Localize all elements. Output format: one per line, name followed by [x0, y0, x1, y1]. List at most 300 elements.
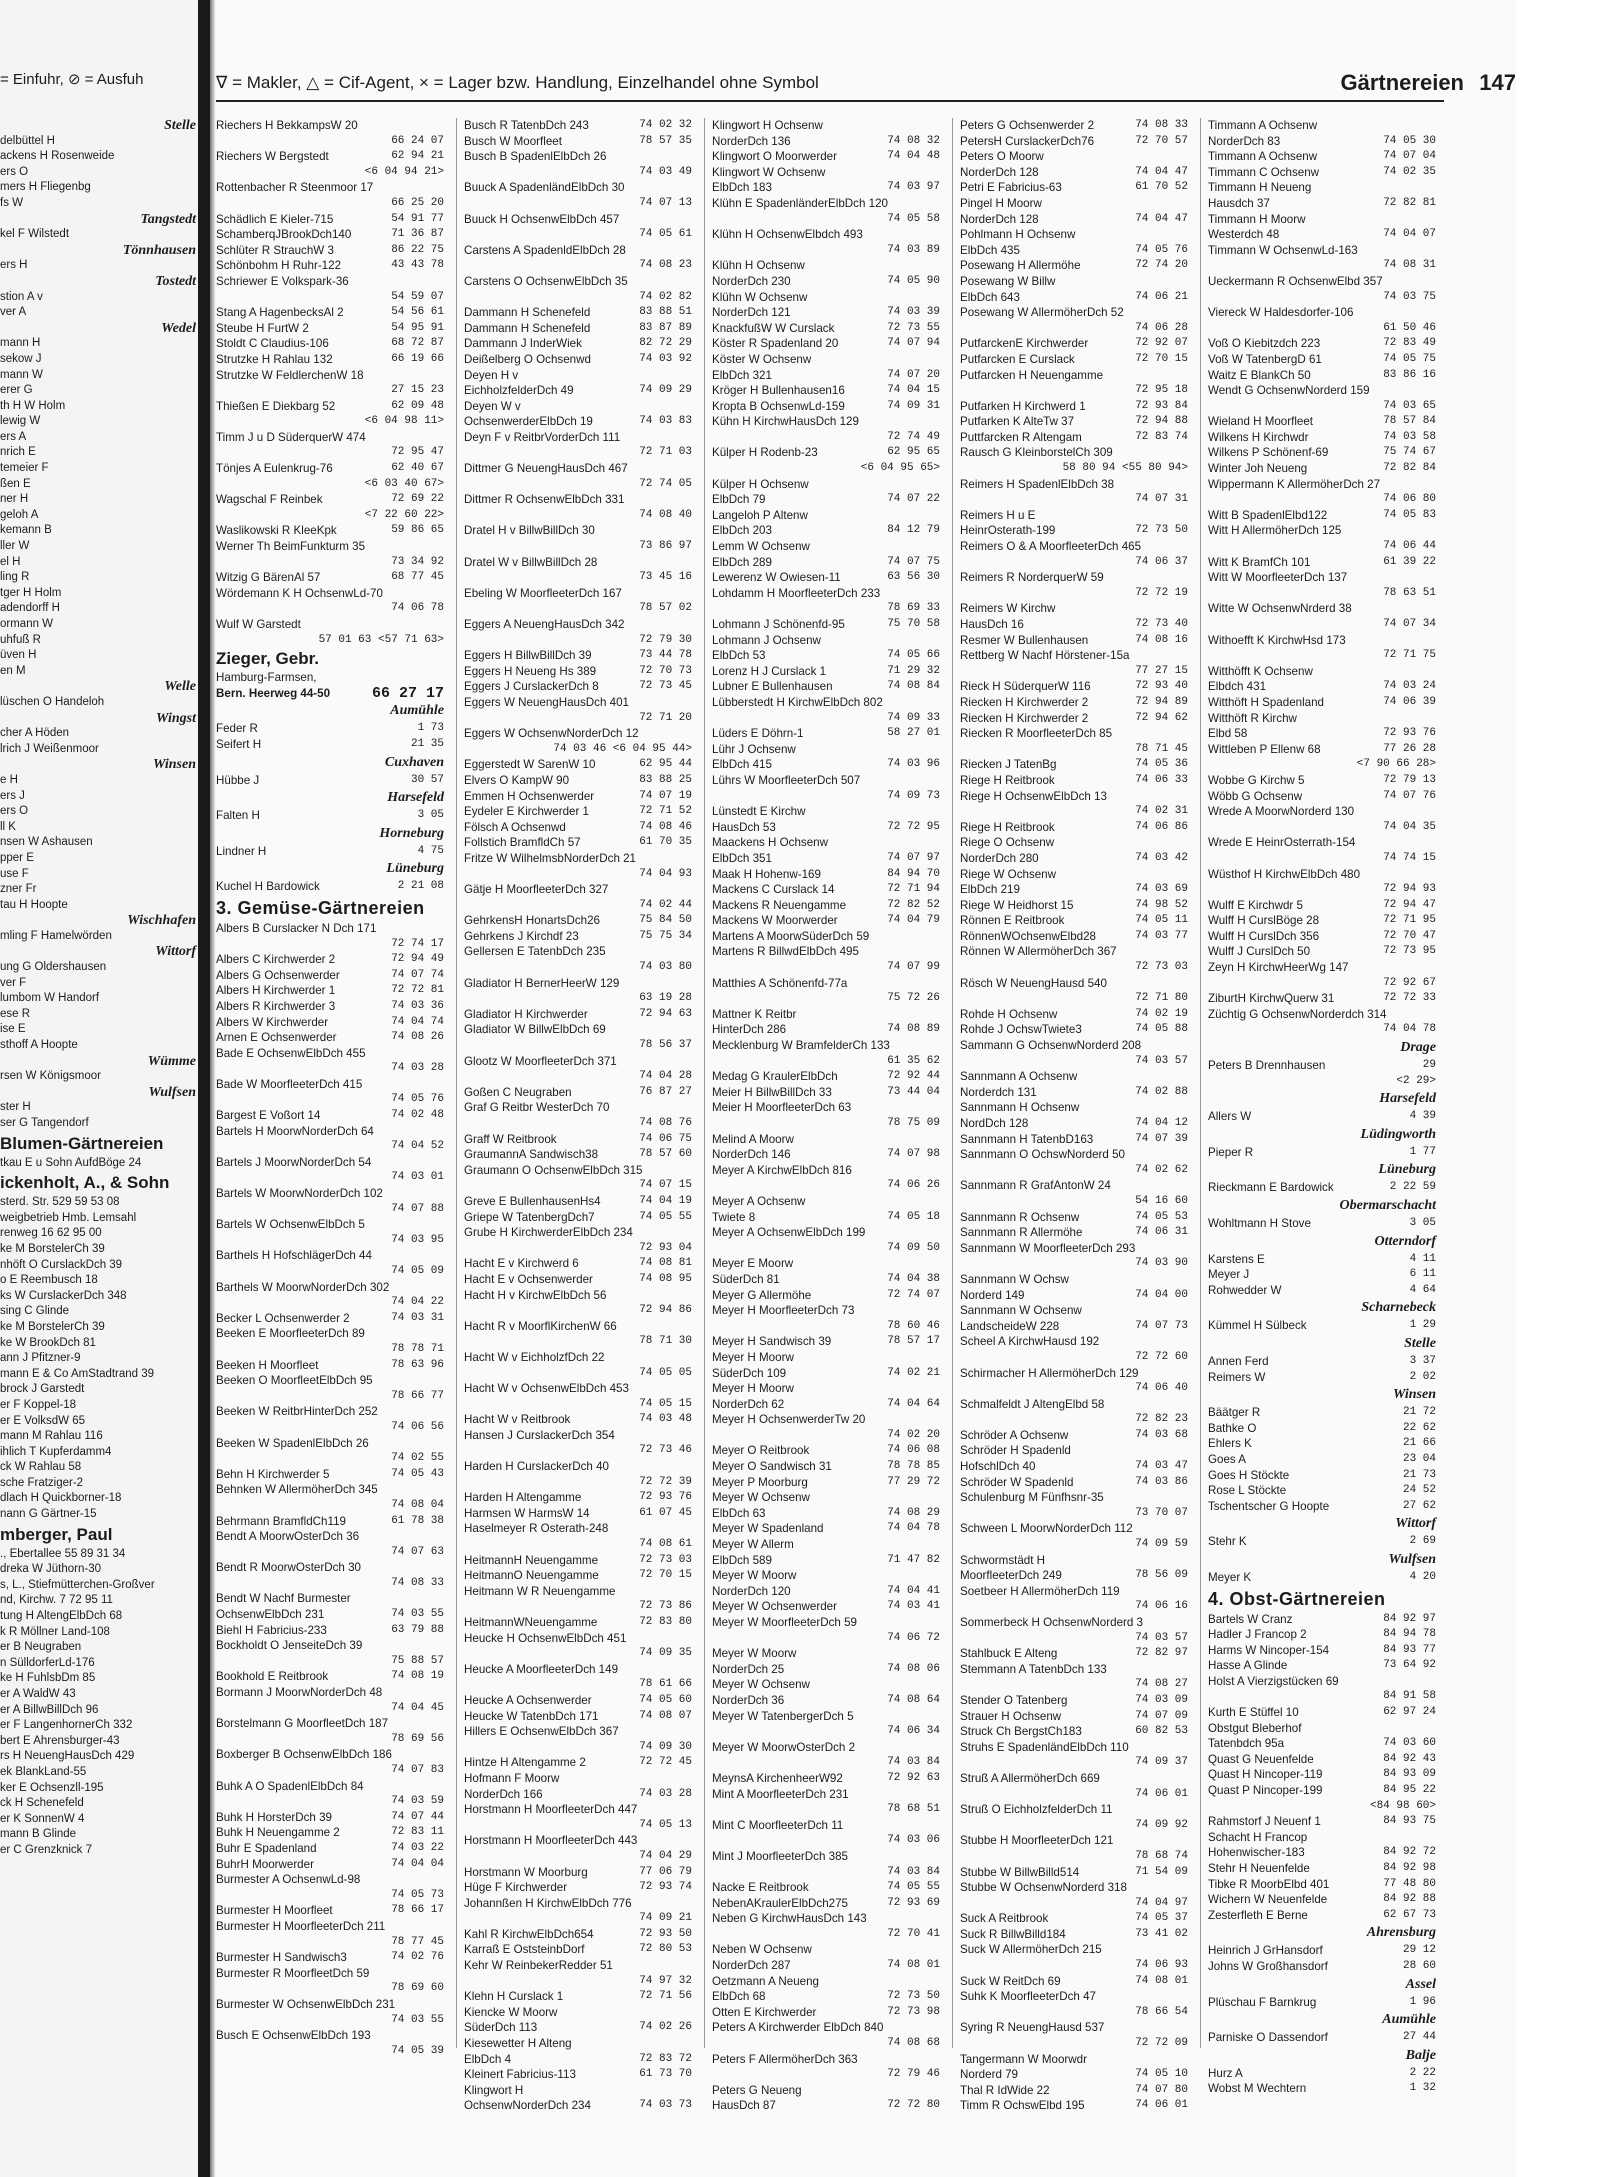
entry-name: Tschentscher G Hoopte: [1208, 1499, 1330, 1513]
entry-name: Lindner H: [216, 844, 267, 858]
directory-entry: [712, 1334, 944, 1350]
directory-entry: [216, 1716, 448, 1732]
telephone-number: 74 03 57: [1135, 1054, 1188, 1067]
telephone-number: 72 71 56: [639, 1990, 692, 2003]
telephone-number: 73 70 07: [1135, 1506, 1188, 1519]
telephone-number: 74 03 96: [887, 758, 940, 771]
entry-name: Meyer H Moorw: [712, 1350, 794, 1364]
directory-entry: [464, 679, 696, 695]
telephone-number: 74 05 05: [639, 1366, 692, 1379]
telephone-number: 54 16 60: [1135, 1194, 1188, 1207]
entry-name: Hasse A Glinde: [1208, 1659, 1288, 1673]
directory-entry: [216, 383, 448, 399]
entry-name: Timmann C Ochsenw: [1208, 165, 1320, 179]
directory-entry: [960, 477, 1192, 493]
telephone-number: 74 07 63: [391, 1545, 444, 1558]
directory-entry: [464, 1927, 696, 1943]
directory-entry: [1208, 1799, 1440, 1815]
directory-entry: [464, 290, 696, 306]
entry-name: ElbDch 351: [712, 851, 772, 865]
telephone-number: 72 71 75: [1383, 649, 1436, 662]
telephone-number: 78 71 30: [639, 1335, 692, 1348]
telephone-number: 78 63 96: [391, 1358, 444, 1371]
entry-name: Kuchel H Bardowick: [216, 880, 320, 894]
directory-entry: [1208, 1752, 1440, 1768]
directory-entry: [1208, 1877, 1440, 1893]
directory-entry: [216, 1248, 448, 1264]
directory-entry: [1208, 1627, 1440, 1643]
directory-entry: [464, 1194, 696, 1210]
entry-name: Meyer W Allerm: [712, 1538, 794, 1552]
telephone-number: 72 94 63: [639, 1007, 692, 1020]
directory-entry: [712, 960, 944, 976]
directory-entry: en M: [0, 664, 26, 677]
entry-name: Twiete 8: [712, 1210, 756, 1224]
entry-name: Stehr H Neuenfelde: [1208, 1862, 1310, 1875]
entry-name: Busch R TatenbDch 243: [464, 119, 589, 132]
directory-entry: [216, 1139, 448, 1155]
directory-entry: nsen W Ashausen: [0, 836, 93, 849]
directory-entry: [216, 1638, 448, 1654]
directory-entry: [464, 1646, 696, 1662]
telephone-number: 74 02 76: [391, 1951, 444, 1964]
directory-page: [216, 0, 1516, 2177]
directory-entry: [464, 601, 696, 617]
directory-entry: [712, 1615, 944, 1631]
entry-name: Burmester H MoorfleeterDch 211: [216, 1919, 386, 1933]
directory-entry: [960, 835, 1192, 851]
place-heading: Lüdingworth: [1360, 1126, 1436, 1142]
directory-entry: o E Reembusch 18: [0, 1274, 98, 1287]
directory-entry: [216, 1108, 448, 1124]
telephone-number: 74 03 42: [1135, 851, 1188, 864]
entry-name: Peters A Kirchwerder ElbDch 840: [712, 2021, 884, 2035]
directory-entry: [1208, 1370, 1440, 1386]
entry-name: Witt B SpadenlElbd122: [1208, 508, 1328, 522]
entry-name: Witt K BramfCh 101: [1208, 555, 1311, 569]
directory-entry: [960, 445, 1192, 461]
directory-entry: [464, 414, 696, 430]
place-heading: Tangstedt: [140, 211, 196, 227]
entry-name: Meyer G Allermöhe: [712, 1288, 812, 1302]
directory-entry: [1208, 789, 1440, 805]
directory-entry: [960, 1412, 1192, 1428]
directory-entry: [960, 414, 1192, 430]
telephone-number: 75 88 57: [391, 1654, 444, 1667]
directory-entry: [1208, 1145, 1440, 1161]
directory-entry: [960, 1397, 1192, 1413]
directory-entry: [216, 539, 448, 555]
directory-entry: [216, 1280, 448, 1296]
entry-name: HinterDch 286: [712, 1023, 787, 1037]
entry-name: Klingwort H Ochsenw: [712, 119, 823, 132]
directory-entry: [464, 2098, 696, 2114]
directory-entry: [960, 2067, 1192, 2083]
directory-entry: [464, 477, 696, 493]
telephone-number: <6 04 95 65>: [860, 462, 940, 475]
entry-name: Quast G Neuenfelde: [1208, 1752, 1314, 1766]
telephone-number: 74 09 31: [887, 399, 940, 412]
directory-entry: e H: [0, 773, 18, 786]
entry-name: HeinrOsterath-199: [960, 524, 1056, 538]
telephone-number: 74 03 77: [1135, 929, 1188, 942]
telephone-number: 72 92 44: [887, 1070, 940, 1083]
entry-name: Züchtig G OchsenwNorderdch 314: [1208, 1007, 1387, 1021]
directory-entry: [712, 1771, 944, 1787]
telephone-number: 74 07 73: [1135, 1319, 1188, 1332]
telephone-number: 30 57: [410, 773, 444, 786]
telephone-number: 74 07 13: [639, 196, 692, 209]
directory-entry: [712, 258, 944, 274]
telephone-number: 75 75 34: [639, 929, 692, 942]
entry-name: Burmester A OchsenwLd-98: [216, 1873, 361, 1887]
entry-name: Riege O Ochsenw: [960, 836, 1055, 850]
directory-entry: [960, 1381, 1192, 1397]
telephone-number: 62 40 67: [391, 462, 444, 475]
entry-name: Stang A HagenbecksAl 2: [216, 306, 344, 320]
directory-entry: [1208, 1892, 1440, 1908]
directory-entry: ers J: [0, 789, 25, 802]
place-heading: Wulfsen: [1388, 1551, 1436, 1567]
entry-name: Meyer W MoorwOsterDch 2: [712, 1740, 856, 1754]
directory-entry: mann W: [0, 368, 43, 381]
directory-entry: [464, 726, 696, 742]
entry-name: NorderDch 36: [712, 1693, 785, 1707]
column-divider: [704, 118, 705, 2048]
entry-name: Melind A Moorw: [712, 1132, 794, 1146]
directory-entry: [1208, 1007, 1440, 1023]
telephone-number: 72 82 81: [1383, 196, 1436, 209]
entry-name: Bendt A MoorwOsterDch 36: [216, 1530, 360, 1544]
directory-entry: [464, 1350, 696, 1366]
directory-entry: [960, 1475, 1192, 1491]
telephone-number: 73 45 16: [639, 571, 692, 584]
telephone-number: 78 57 35: [639, 134, 692, 147]
entry-name: Strutzke H Rahlau 132: [216, 352, 333, 366]
telephone-number: 74 03 95: [391, 1233, 444, 1246]
telephone-number: 78 69 56: [391, 1732, 444, 1745]
entry-name: EichholzfelderDch 49: [464, 384, 574, 398]
directory-entry: [216, 1623, 448, 1639]
directory-entry: [1208, 290, 1440, 306]
directory-entry: [216, 1701, 448, 1717]
section-title: Gärtnereien: [1340, 70, 1464, 95]
entry-name: Schacht H Francop: [1208, 1830, 1308, 1844]
place-heading: Wulfsen: [148, 1084, 196, 1100]
directory-entry: [1208, 414, 1440, 430]
telephone-number: 74 07 88: [391, 1202, 444, 1215]
entry-name: Eggerstedt W SarenW 10: [464, 758, 596, 772]
directory-entry: [712, 165, 944, 181]
telephone-number: <7 22 60 22>: [364, 508, 444, 521]
directory-entry: [464, 867, 696, 883]
directory-entry: [1208, 227, 1440, 243]
directory-entry: [464, 1709, 696, 1725]
directory-entry: [464, 134, 696, 150]
directory-entry: [1208, 321, 1440, 337]
directory-entry: [464, 1241, 696, 1257]
directory-entry: ackens H Rosenweide: [0, 150, 115, 163]
telephone-number: 74 09 33: [887, 711, 940, 724]
telephone-number: 2 02: [1409, 1370, 1436, 1383]
place-heading: Lüneburg: [386, 861, 444, 877]
directory-entry: [712, 1116, 944, 1132]
directory-entry: [216, 1919, 448, 1935]
directory-entry: [216, 492, 448, 508]
directory-entry: [712, 1147, 944, 1163]
directory-entry: [960, 1490, 1192, 1506]
directory-entry: [464, 1880, 696, 1896]
telephone-number: 72 93 76: [639, 1491, 692, 1504]
directory-entry: [464, 1412, 696, 1428]
directory-entry: [960, 1350, 1192, 1366]
directory-entry: er F Koppel-18: [0, 1398, 77, 1411]
directory-entry: [960, 1163, 1192, 1179]
directory-entry: ver F: [0, 976, 27, 989]
telephone-number: 77 29 72: [887, 1475, 940, 1488]
telephone-number: 72 79 30: [639, 633, 692, 646]
entry-name: NorderDch 230: [712, 274, 791, 288]
directory-entry: [216, 212, 448, 228]
telephone-number: 62 95 44: [639, 758, 692, 771]
entry-name: Gätje H MoorfleeterDch 327: [464, 883, 609, 897]
telephone-number: 74 03 83: [639, 415, 692, 428]
directory-entry: [464, 1132, 696, 1148]
directory-entry: [712, 523, 944, 539]
directory-entry: [960, 851, 1192, 867]
entry-name: Schwormstädt H: [960, 1553, 1046, 1567]
directory-entry: [216, 1825, 448, 1841]
entry-name: Hacht H v KirchwElbDch 56: [464, 1288, 607, 1302]
directory-entry: [216, 1186, 448, 1202]
directory-entry: [464, 1787, 696, 1803]
entry-name: Nacke E Reitbrook: [712, 1881, 809, 1895]
directory-entry: [712, 305, 944, 321]
telephone-number: 60 82 53: [1135, 1725, 1188, 1738]
entry-name: ElbDch 289: [712, 555, 772, 569]
telephone-number: 74 05 30: [1383, 134, 1436, 147]
directory-entry: er K SonnenW 4: [0, 1812, 85, 1825]
entry-name: Johannßen H KirchwElbDch 776: [464, 1896, 632, 1910]
directory-entry: [464, 835, 696, 851]
directory-entry: [960, 1942, 1192, 1958]
entry-name: Bern. Heerweg 44-50: [216, 686, 331, 700]
telephone-number: 73 64 92: [1383, 1659, 1436, 1672]
entry-name: Heucke A MoorfleeterDch 149: [464, 1662, 619, 1676]
telephone-number: 75 70 58: [887, 618, 940, 630]
directory-entry: er F LangenhornerCh 332: [0, 1719, 133, 1732]
directory-entry: [960, 212, 1192, 228]
directory-entry: [1208, 1318, 1440, 1334]
telephone-number: 72 94 89: [1135, 695, 1188, 708]
directory-entry: [960, 1693, 1192, 1709]
telephone-number: 78 57 84: [1383, 415, 1436, 428]
entry-name: Riecken H Kirchwerder 2: [960, 711, 1089, 725]
entry-name: Stahlbuck E Alteng: [960, 1647, 1058, 1661]
directory-entry: [960, 867, 1192, 883]
entry-name: Eggers H BillwBillDch 39: [464, 649, 592, 663]
directory-entry: [464, 648, 696, 664]
telephone-number: 74 09 30: [639, 1740, 692, 1753]
entry-name: Mackens R Neuengamme: [712, 898, 847, 912]
entry-name: Timmann A Ochsenw: [1208, 119, 1318, 132]
directory-entry: [1208, 1109, 1440, 1125]
telephone-number: 74 04 48: [887, 150, 940, 163]
directory-entry: zner Fr: [0, 883, 37, 896]
directory-entry: [960, 804, 1192, 820]
directory-entry: [464, 445, 696, 461]
telephone-number: 72 79 13: [1383, 773, 1436, 786]
telephone-number: 78 57 02: [639, 602, 692, 615]
entry-name: Klühn W Ochsenw: [712, 290, 808, 304]
entry-name: Suck A Reitbrook: [960, 1912, 1049, 1926]
entry-name: PetersH CurslackerDch76: [960, 134, 1095, 148]
entry-name: BuhrH Moorwerder: [216, 1857, 314, 1871]
telephone-number: 74 04 19: [639, 1194, 692, 1207]
telephone-number: 74 05 09: [391, 1265, 444, 1277]
entry-name: Witthöft H Spadenland: [1208, 695, 1325, 709]
directory-entry: [712, 991, 944, 1007]
directory-entry: [1208, 695, 1440, 711]
telephone-number: 72 73 50: [887, 1990, 940, 2003]
entry-name: Hüge F Kirchwerder: [464, 1881, 568, 1895]
directory-entry: [712, 913, 944, 929]
entry-name: ElbDch 4: [464, 2052, 512, 2066]
directory-entry: [1208, 1436, 1440, 1452]
telephone-number: 1 73: [417, 722, 444, 735]
entry-name: Buhk A O SpadenlElbDch 84: [216, 1779, 364, 1793]
telephone-number: 74 03 86: [1135, 1475, 1188, 1488]
entry-name: Ueckermann R OchsenwElbd 357: [1208, 274, 1383, 288]
directory-entry: [712, 368, 944, 384]
entry-name: Sannmann A Ochsenw: [960, 1070, 1078, 1084]
directory-entry: kemann B: [0, 524, 52, 537]
entry-name: Johns W Großhansdorf: [1208, 1959, 1328, 1973]
telephone-number: 72 73 46: [639, 1444, 692, 1457]
directory-entry: ver A: [0, 306, 27, 319]
directory-entry: [960, 180, 1192, 196]
directory-entry: [712, 1849, 944, 1865]
entry-name: Riecken H Kirchwerder 2: [960, 695, 1089, 709]
entry-name: Meyer A Ochsenw: [712, 1194, 806, 1208]
directory-entry: [960, 1771, 1192, 1787]
entry-name: Stoldt C Claudius-106: [216, 337, 329, 351]
directory-entry: [1208, 368, 1440, 384]
directory-entry: [960, 1459, 1192, 1475]
directory-entry: [216, 952, 448, 968]
telephone-number: 74 05 90: [887, 274, 940, 287]
telephone-number: 71 29 32: [887, 664, 940, 677]
telephone-number: 72 93 69: [887, 1896, 940, 1909]
directory-entry: [464, 1755, 696, 1771]
directory-entry: [712, 882, 944, 898]
directory-entry: [712, 1194, 944, 1210]
telephone-number: 74 04 28: [639, 1070, 692, 1083]
directory-entry: [464, 1210, 696, 1226]
directory-entry: [216, 1560, 448, 1576]
telephone-number: 78 57 60: [639, 1148, 692, 1161]
telephone-number: 72 94 49: [391, 953, 444, 966]
entry-name: Dittmer R OchsenwElbDch 331: [464, 493, 625, 507]
entry-name: Maackens H Ochsenw: [712, 836, 828, 850]
telephone-number: 74 07 99: [887, 961, 940, 974]
entry-name: Scheel A KirchwHausd 192: [960, 1335, 1100, 1349]
directory-entry: [960, 913, 1192, 929]
directory-entry: [712, 867, 944, 883]
telephone-number: 74 03 06: [887, 1834, 940, 1847]
telephone-number: 29: [1422, 1059, 1436, 1072]
directory-entry: ll K: [0, 820, 16, 833]
entry-name: Witt W MoorfleeterDch 137: [1208, 571, 1348, 585]
directory-entry: [464, 695, 696, 711]
directory-entry: [960, 539, 1192, 555]
directory-entry: [1208, 180, 1440, 196]
place-heading: Obermarschacht: [1339, 1198, 1436, 1213]
telephone-number: 21 72: [1402, 1406, 1436, 1419]
telephone-number: 63 79 88: [391, 1623, 444, 1636]
directory-entry: [960, 336, 1192, 352]
entry-name: NorderDch 136: [712, 134, 791, 148]
section-heading: ickenholt, A., & Sohn: [0, 1173, 170, 1193]
directory-entry: [464, 180, 696, 196]
telephone-number: 78 61 66: [639, 1678, 692, 1691]
entry-name: Timmann W OchsenwLd-163: [1208, 243, 1358, 257]
entry-name: Kehr W ReinbekerRedder 51: [464, 1959, 613, 1973]
book-spine: [198, 0, 210, 2177]
entry-name: Albers C Kirchwerder 2: [216, 953, 336, 967]
telephone-number: 74 07 44: [391, 1810, 444, 1823]
directory-entry: [960, 1521, 1192, 1537]
directory-entry: [960, 570, 1192, 586]
telephone-number: 74 06 08: [887, 1444, 940, 1457]
telephone-number: 78 56 09: [1135, 1569, 1188, 1582]
directory-entry: [712, 1927, 944, 1943]
directory-entry: [464, 2036, 696, 2052]
entry-name: Reimers R NorderquerW 59: [960, 571, 1104, 585]
telephone-number: 78 78 85: [887, 1460, 940, 1473]
entry-name: Mint J MoorfleeterDch 385: [712, 1849, 848, 1863]
telephone-number: 61 70 35: [639, 836, 692, 849]
telephone-number: 72 70 57: [1135, 134, 1188, 147]
entry-name: Beeken W SpadenlElbDch 26: [216, 1436, 369, 1450]
telephone-number: 3 05: [417, 809, 444, 822]
entry-name: Otten E Kirchwerder: [712, 2005, 817, 2019]
directory-entry: ks W CurslackerDch 348: [0, 1289, 127, 1302]
entry-name: Hacht E v Kirchwerd 6: [464, 1257, 579, 1271]
directory-entry: [960, 1428, 1192, 1444]
entry-name: Norderd 79: [960, 2068, 1019, 2082]
telephone-number: 72 70 73: [639, 664, 692, 677]
telephone-number: 58 27 01: [887, 727, 940, 740]
telephone-number: 61 50 46: [1383, 321, 1436, 334]
entry-name: Mackens W Moorwerder: [712, 914, 838, 928]
directory-entry: ke W BrookDch 81: [0, 1336, 96, 1349]
directory-entry: [1208, 1074, 1440, 1090]
telephone-number: 78 77 45: [391, 1935, 444, 1948]
directory-entry: [960, 1178, 1192, 1194]
telephone-number: 1 29: [1409, 1319, 1436, 1332]
directory-entry: [712, 1397, 944, 1413]
telephone-number: <6 04 94 21>: [364, 165, 444, 178]
entry-name: Petri E Fabricius-63: [960, 181, 1062, 195]
telephone-number: 74 05 53: [1135, 1210, 1188, 1223]
entry-name: ElbDch 643: [960, 290, 1020, 304]
telephone-number: 62 09 48: [391, 399, 444, 412]
telephone-number: 4 11: [1409, 1252, 1436, 1265]
telephone-number: 62 95 65: [887, 446, 940, 459]
telephone-number: 78 68 74: [1135, 1849, 1188, 1862]
entry-name: Schulenburg M Fünfhsnr-35: [960, 1491, 1104, 1505]
